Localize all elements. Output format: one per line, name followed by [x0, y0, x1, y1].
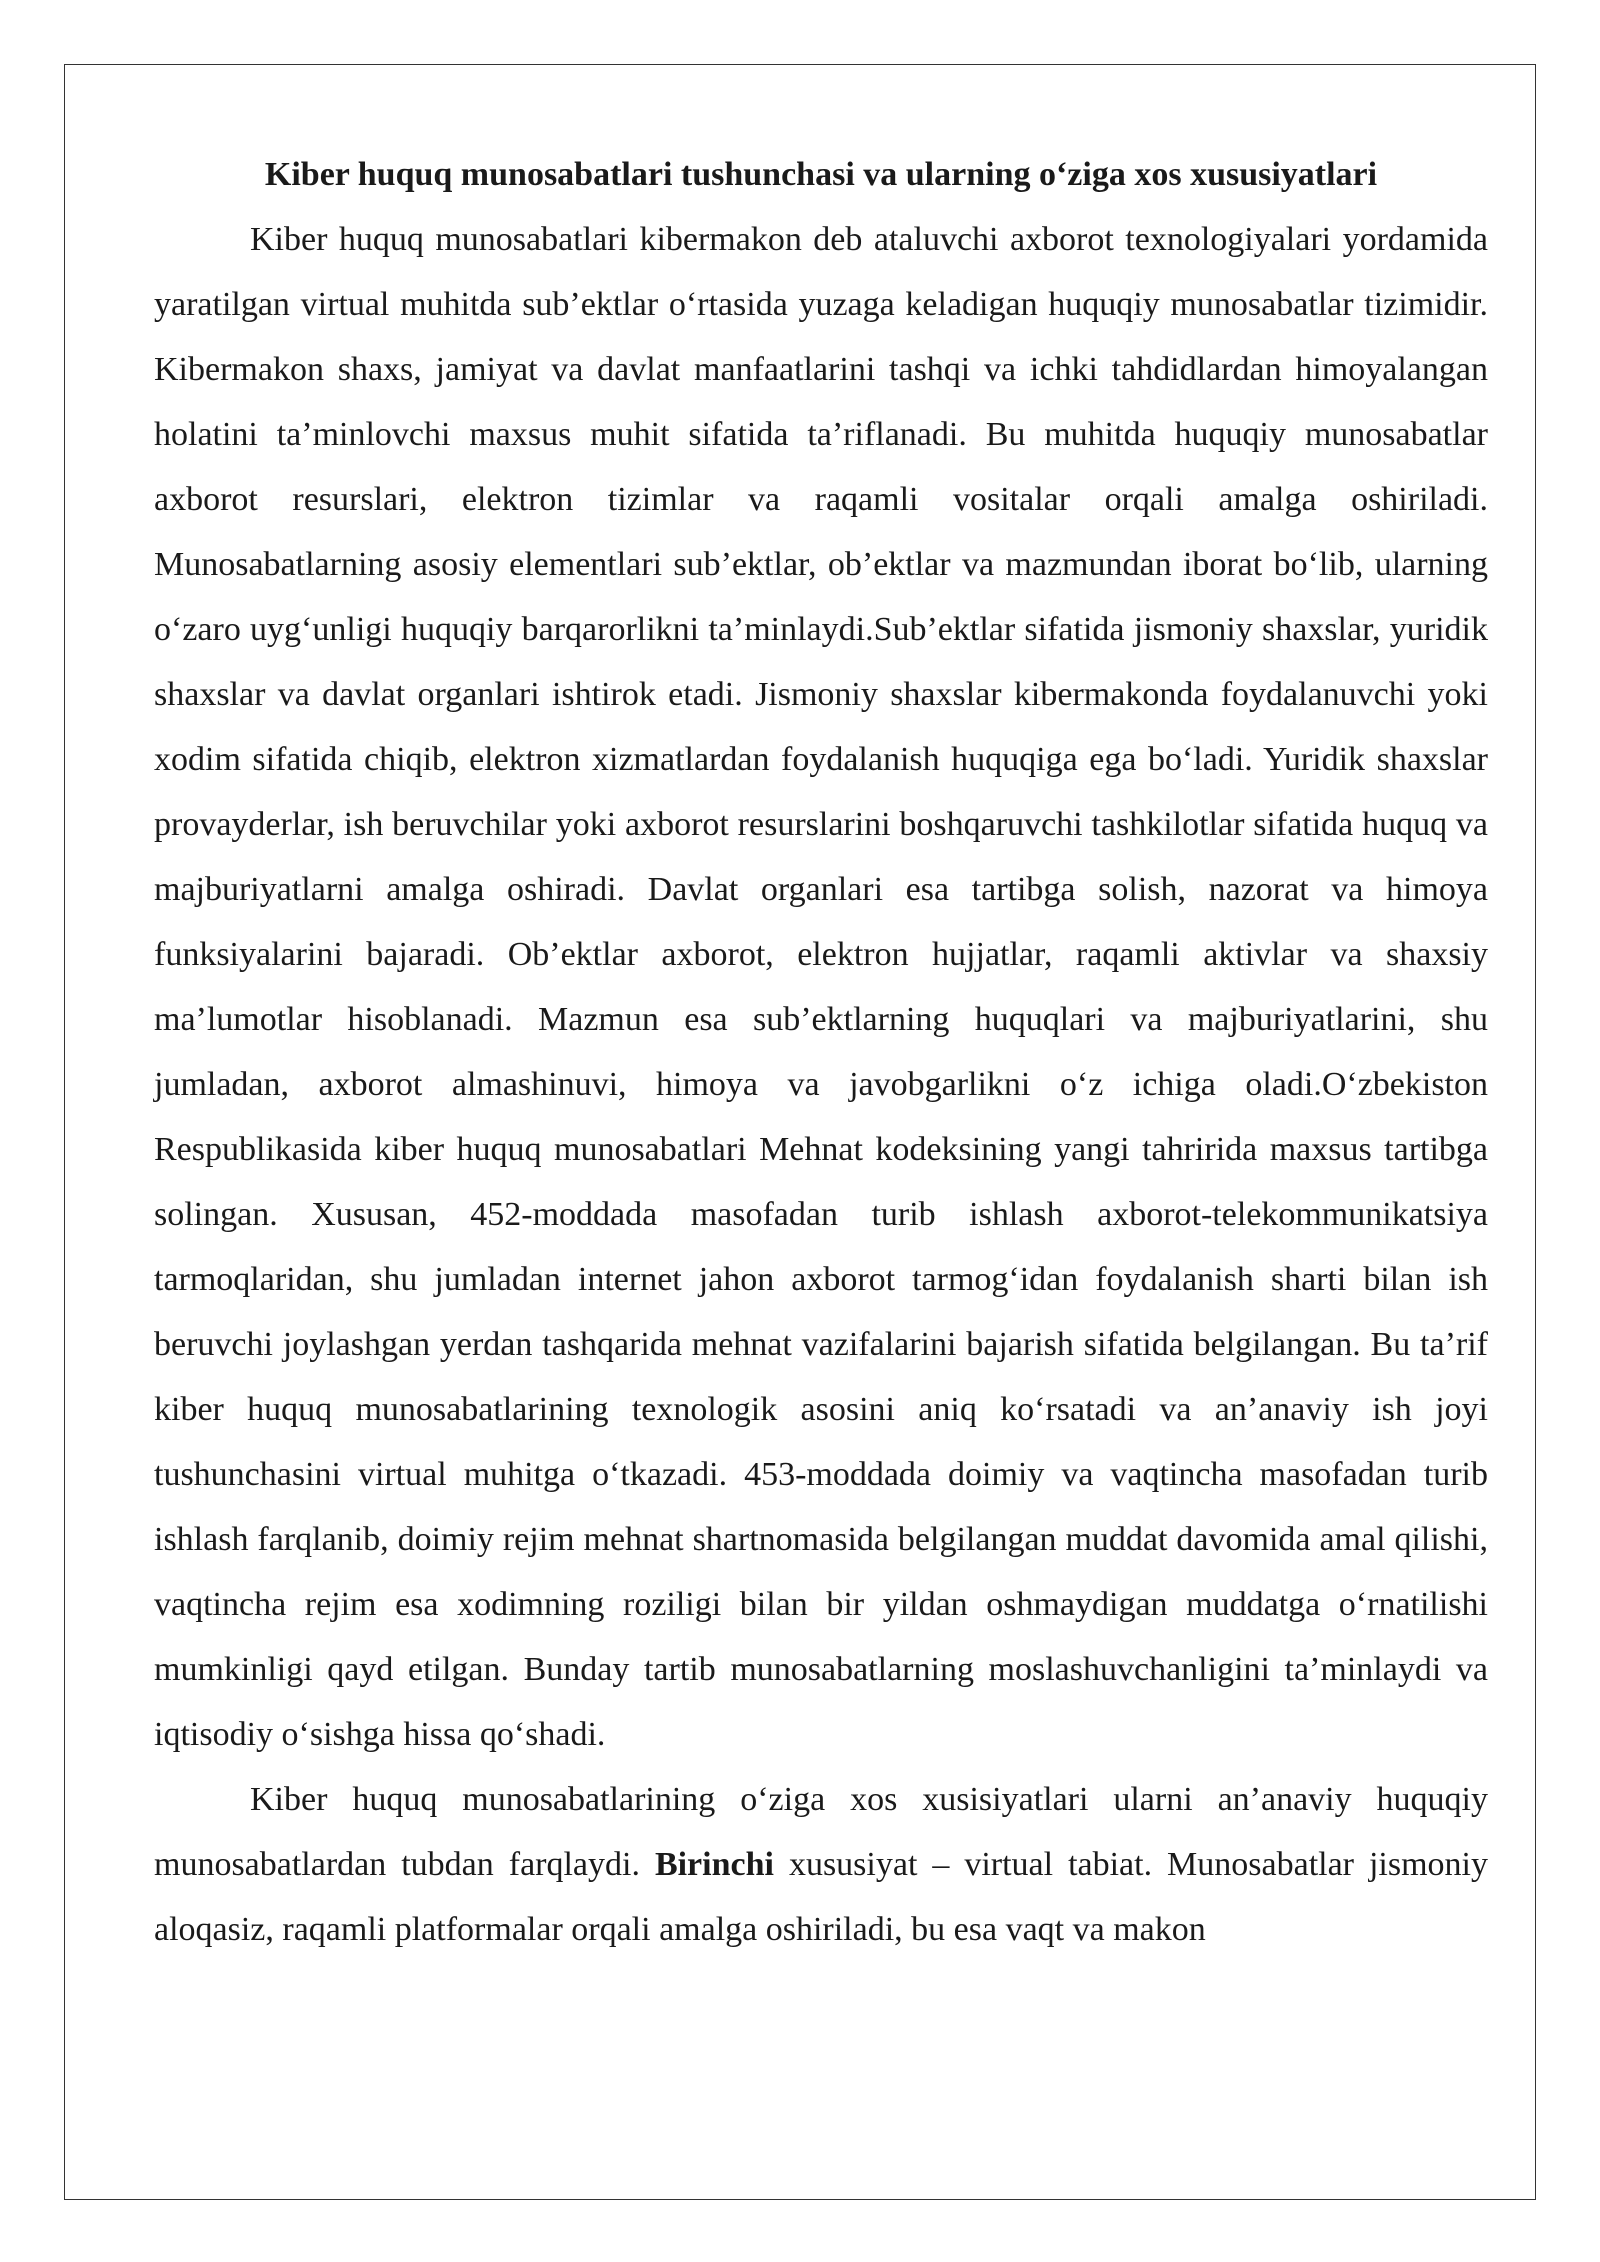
paragraph-2-bold-word: Birinchi — [654, 1846, 774, 1883]
document-title: Kiber huquq munosabatlari tushunchasi va ularning o‘ziga xos xususiyatlari — [264, 156, 1378, 193]
paragraph-2 — [154, 1767, 1488, 1962]
paragraph-2-start: Kiber huquq munosabatlarining o‘ziga xos xusisiyatlari ularni an’anaviy huquqiy munosabatlardan tubdan farqlaydi. — [154, 1781, 1488, 1883]
document-body — [154, 142, 1488, 1962]
paragraph-1: Kiber huquq munosabatlari kibermakon deb ataluvchi axborot texnologiyalari yordamida yaratilgan virtual muhitda sub’ektlar o‘rtasida yuzaga keladigan huquqiy munosabatlar tizimidir. Kibermakon shaxs, jamiyat va davlat manfaatlarini tashqi va ichki tahdidlardan himoyalangan holatini ta’minlovchi maxsus muhit sifatida ta’riflanadi. Bu muhitda huquqiy munosabatlar axborot resurslari, elektron tizimlar va raqamli vositalar orqali amalga oshiriladi. Munosabatlarning asosiy elementlari sub’ektlar, ob’ektlar va mazmundan iborat bo‘lib, ularning o‘zaro uyg‘unligi huquqiy barqarorlikni ta’minlaydi.Sub’ektlar sifatida jismoniy shaxslar, yuridik shaxslar va davlat organlari ishtirok etadi. Jismoniy shaxslar kibermakonda foydalanuvchi yoki xodim sifatida chiqib, elektron xizmatlardan foydalanish huquqiga ega bo‘ladi. Yuridik shaxslar provayderlar, ish beruvchilar yoki axborot resurslarini boshqaruvchi tashkilotlar sifatida huquq va majburiyatlarni amalga oshiradi. Davlat organlari esa tartibga solish, nazorat va himoya funksiyalarini bajaradi. Ob’ektlar axborot, elektron hujjatlar, raqamli aktivlar va shaxsiy ma’lumotlar hisoblanadi. Mazmun esa sub’ektlarning huquqlari va majburiyatlarini, shu jumladan, axborot almashinuvi, himoya va javobgarlikni o‘z ichiga oladi.O‘zbekiston Respublikasida kiber huquq munosabatlari Mehnat kodeksining yangi tahririda maxsus tartibga solingan. Xususan, 452-moddada masofadan turib ishlash axborot-telekommunikatsiya tarmoqlaridan, shu jumladan internet jahon axborot tarmog‘idan foydalanish sharti bilan ish beruvchi joylashgan yerdan tashqarida mehnat vazifalarini bajarish sifatida belgilangan. Bu ta’rif kiber huquq munosabatlarining texnologik asosini aniq ko‘rsatadi va an’anaviy ish joyi tushunchasini virtual muhitga o‘tkazadi. 453-moddada doimiy va vaqtincha masofadan turib ishlash farqlanib, doimiy rejim mehnat shartnomasida belgilangan muddat davomida amal qilishi, vaqtincha rejim esa xodimning roziligi bilan bir yildan oshmaydigan muddatga o‘rnatilishi mumkinligi qayd etilgan. Bunday tartib munosabatlarning moslashuvchanligini ta’minlaydi va iqtisodiy o‘sishga hissa qo‘shadi. — [154, 221, 1488, 1753]
paragraph-2-end: xususiyat – virtual tabiat. Munosabatlar jismoniy aloqasiz, raqamli platformalar orqali amalga oshiriladi, bu esa vaqt va makon — [154, 1846, 1488, 1948]
